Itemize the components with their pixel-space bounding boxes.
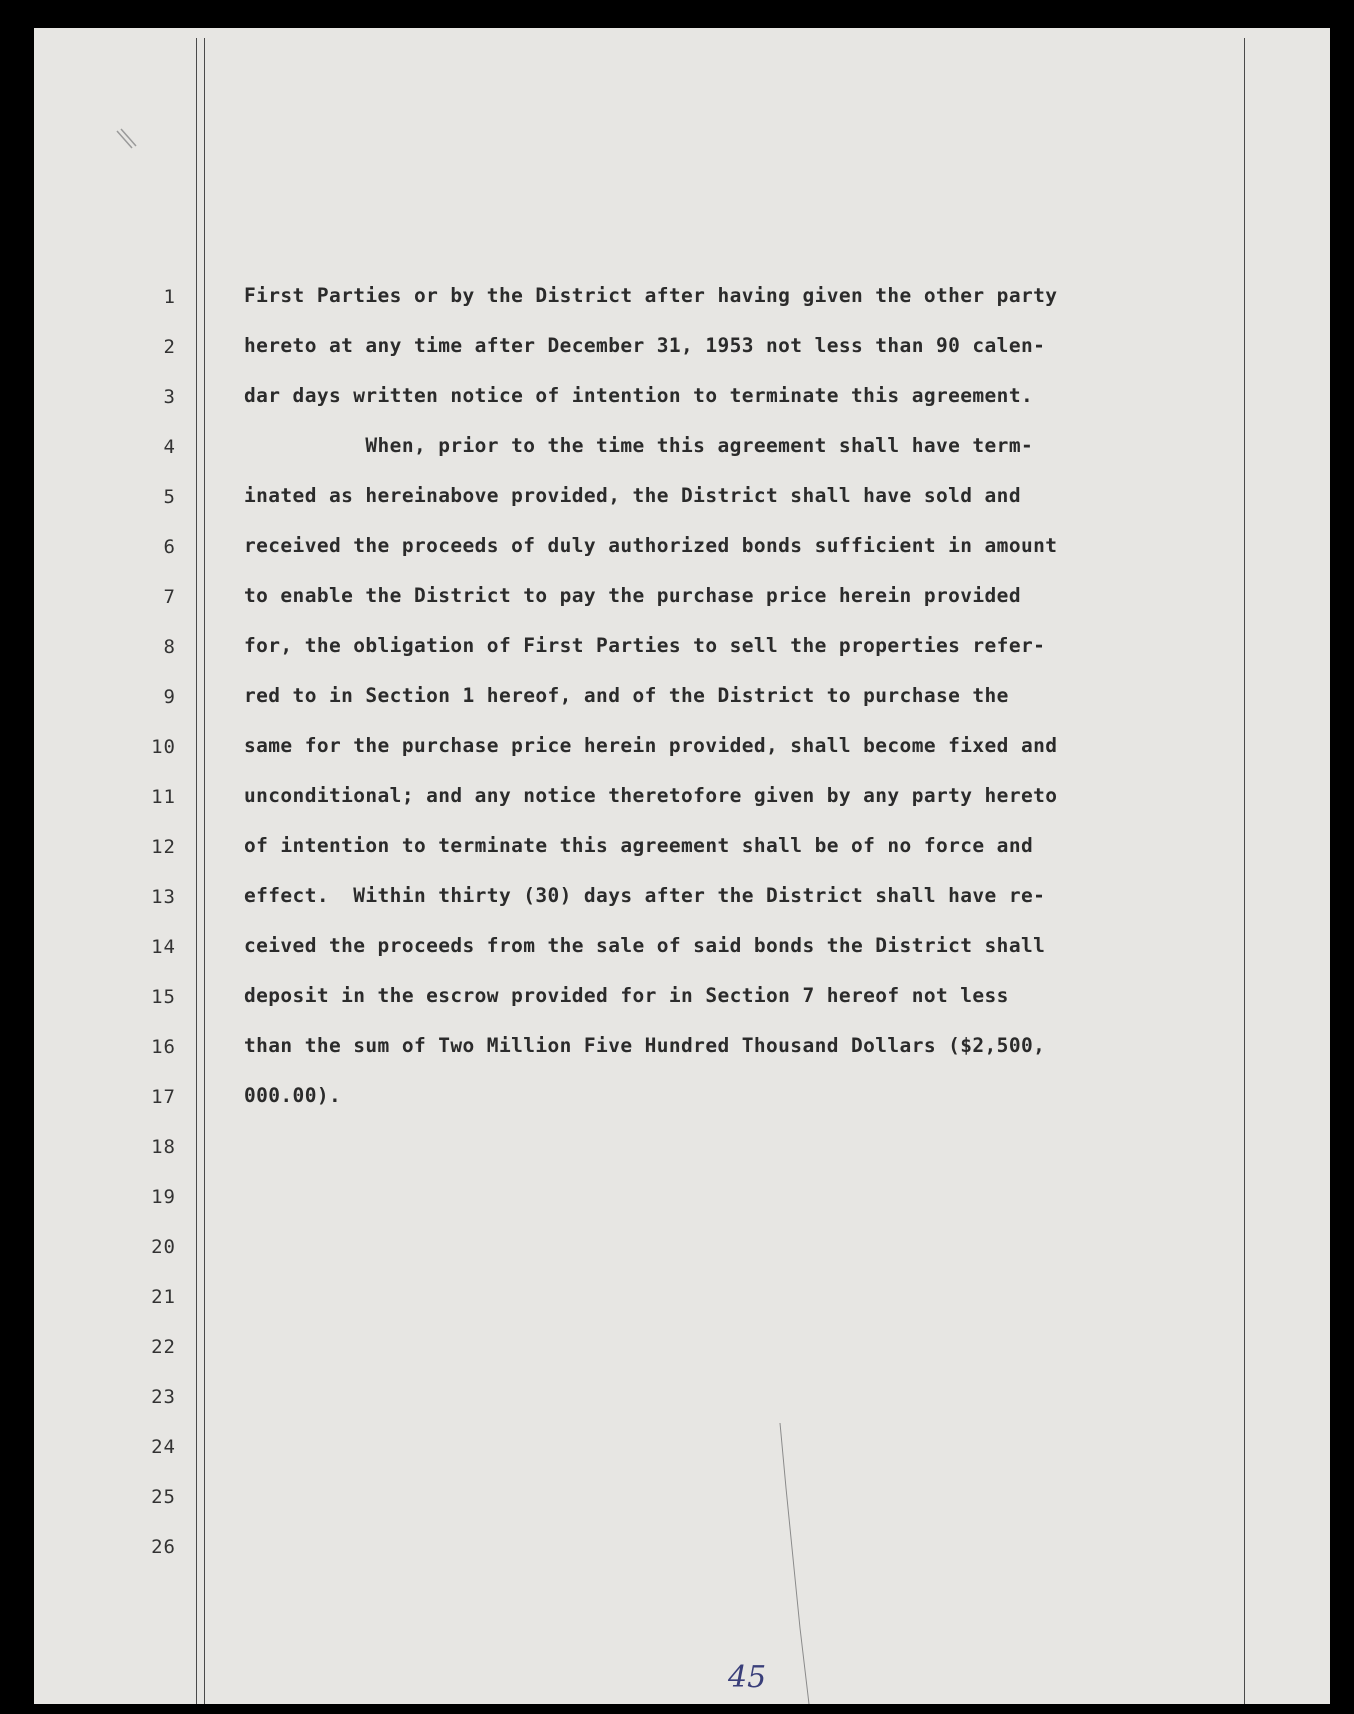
line-number: 22 (151, 1336, 176, 1358)
text-line: dar days written notice of intention to terminate this agreement. (244, 384, 1034, 407)
line-number: 21 (151, 1286, 176, 1308)
line-number: 17 (151, 1086, 176, 1108)
text-line: for, the obligation of First Parties to sell the properties refer- (244, 634, 1046, 657)
text-line: than the sum of Two Million Five Hundred Thousand Dollars ($2,500, (244, 1034, 1046, 1057)
line-number: 12 (151, 836, 176, 858)
line-number: 13 (151, 886, 176, 908)
text-line: ceived the proceeds from the sale of said bonds the District shall (244, 934, 1046, 957)
line-number: 16 (151, 1036, 176, 1058)
text-line: same for the purchase price herein provided, shall become fixed and (244, 734, 1058, 757)
line-number: 24 (151, 1436, 176, 1458)
text-line: effect. Within thirty (30) days after the District shall have re- (244, 884, 1046, 907)
line-number: 19 (151, 1186, 176, 1208)
line-number: 7 (163, 586, 176, 608)
line-number: 20 (151, 1236, 176, 1258)
text-line: to enable the District to pay the purchase price herein provided (244, 584, 1021, 607)
text-line: When, prior to the time this agreement shall have term- (244, 434, 1034, 457)
line-number: 4 (163, 436, 176, 458)
line-number: 11 (151, 786, 176, 808)
text-line: inated as hereinabove provided, the District shall have sold and (244, 484, 1021, 507)
text-line: unconditional; and any notice theretofore given by any party hereto (244, 784, 1058, 807)
line-number: 1 (163, 286, 176, 308)
line-number: 25 (151, 1486, 176, 1508)
line-number: 18 (151, 1136, 176, 1158)
line-number: 15 (151, 986, 176, 1008)
line-number: 5 (163, 486, 176, 508)
document-page (34, 28, 1330, 1704)
text-line: deposit in the escrow provided for in Section 7 hereof not less (244, 984, 1009, 1007)
line-number: 23 (151, 1386, 176, 1408)
line-number: 6 (163, 536, 176, 558)
line-number: 2 (163, 336, 176, 358)
line-number: 3 (163, 386, 176, 408)
line-number: 8 (163, 636, 176, 658)
text-line: red to in Section 1 hereof, and of the District to purchase the (244, 684, 1009, 707)
line-number: 9 (163, 686, 176, 708)
text-line: First Parties or by the District after having given the other party (244, 284, 1058, 307)
text-line: 000.00). (244, 1084, 342, 1107)
line-number: 10 (151, 736, 176, 758)
line-number: 26 (151, 1536, 176, 1558)
page-number: 45 (728, 1660, 767, 1695)
text-line: hereto at any time after December 31, 1953 not less than 90 calen- (244, 334, 1046, 357)
text-line: received the proceeds of duly authorized bonds sufficient in amount (244, 534, 1058, 557)
line-number: 14 (151, 936, 176, 958)
text-line: of intention to terminate this agreement shall be of no force and (244, 834, 1034, 857)
paper-crease (34, 28, 1330, 1704)
